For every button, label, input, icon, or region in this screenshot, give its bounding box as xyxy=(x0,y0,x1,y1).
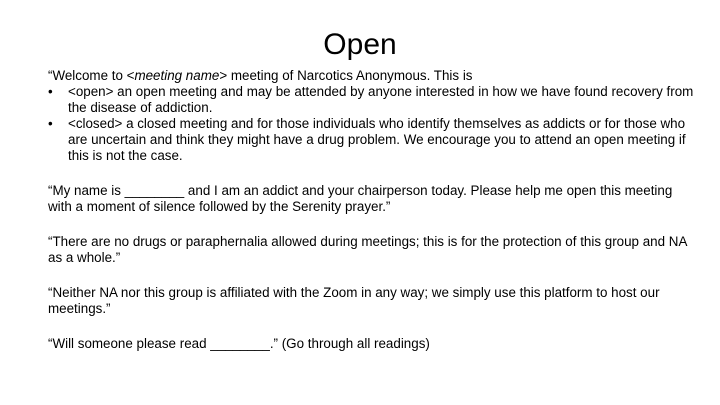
paragraph-no-drugs: “There are no drugs or paraphernalia allowed during meetings; this is for the protection of this group and NA as a whole.” xyxy=(48,234,687,265)
intro-pre: “Welcome to < xyxy=(48,68,135,83)
slide-body xyxy=(48,68,696,352)
intro-line xyxy=(48,68,696,84)
meeting-type-list xyxy=(48,84,696,164)
slide-title: Open xyxy=(323,28,397,61)
bullet-icon: • xyxy=(48,116,53,131)
intro-post: > meeting of Narcotics Anonymous. This is xyxy=(219,68,473,83)
intro-meeting-name: meeting name xyxy=(134,68,220,83)
paragraph-chairperson: “My name is ________ and I am an addict and your chairperson today. Please help me open this meeting with a moment of silence followed by the Serenity prayer.” xyxy=(48,183,673,214)
list-item-text: <open> an open meeting and may be attended by anyone interested in how we have found recovery from the disease of addiction. xyxy=(68,84,694,115)
list-item-text: <closed> a closed meeting and for those individuals who identify themselves as addicts or for those who are uncertain and think they might have a drug problem. We encourage you to attend an open meeting if this is not the case. xyxy=(68,116,686,163)
list-item-closed xyxy=(48,116,696,164)
list-item-open xyxy=(48,84,696,116)
paragraph-affiliation: “Neither NA nor this group is affiliated with the Zoom in any way; we simply use this platform to host our meetings.” xyxy=(48,285,660,316)
paragraph-readings: “Will someone please read ________.” (Go through all readings) xyxy=(48,336,430,351)
bullet-icon: • xyxy=(48,84,53,99)
